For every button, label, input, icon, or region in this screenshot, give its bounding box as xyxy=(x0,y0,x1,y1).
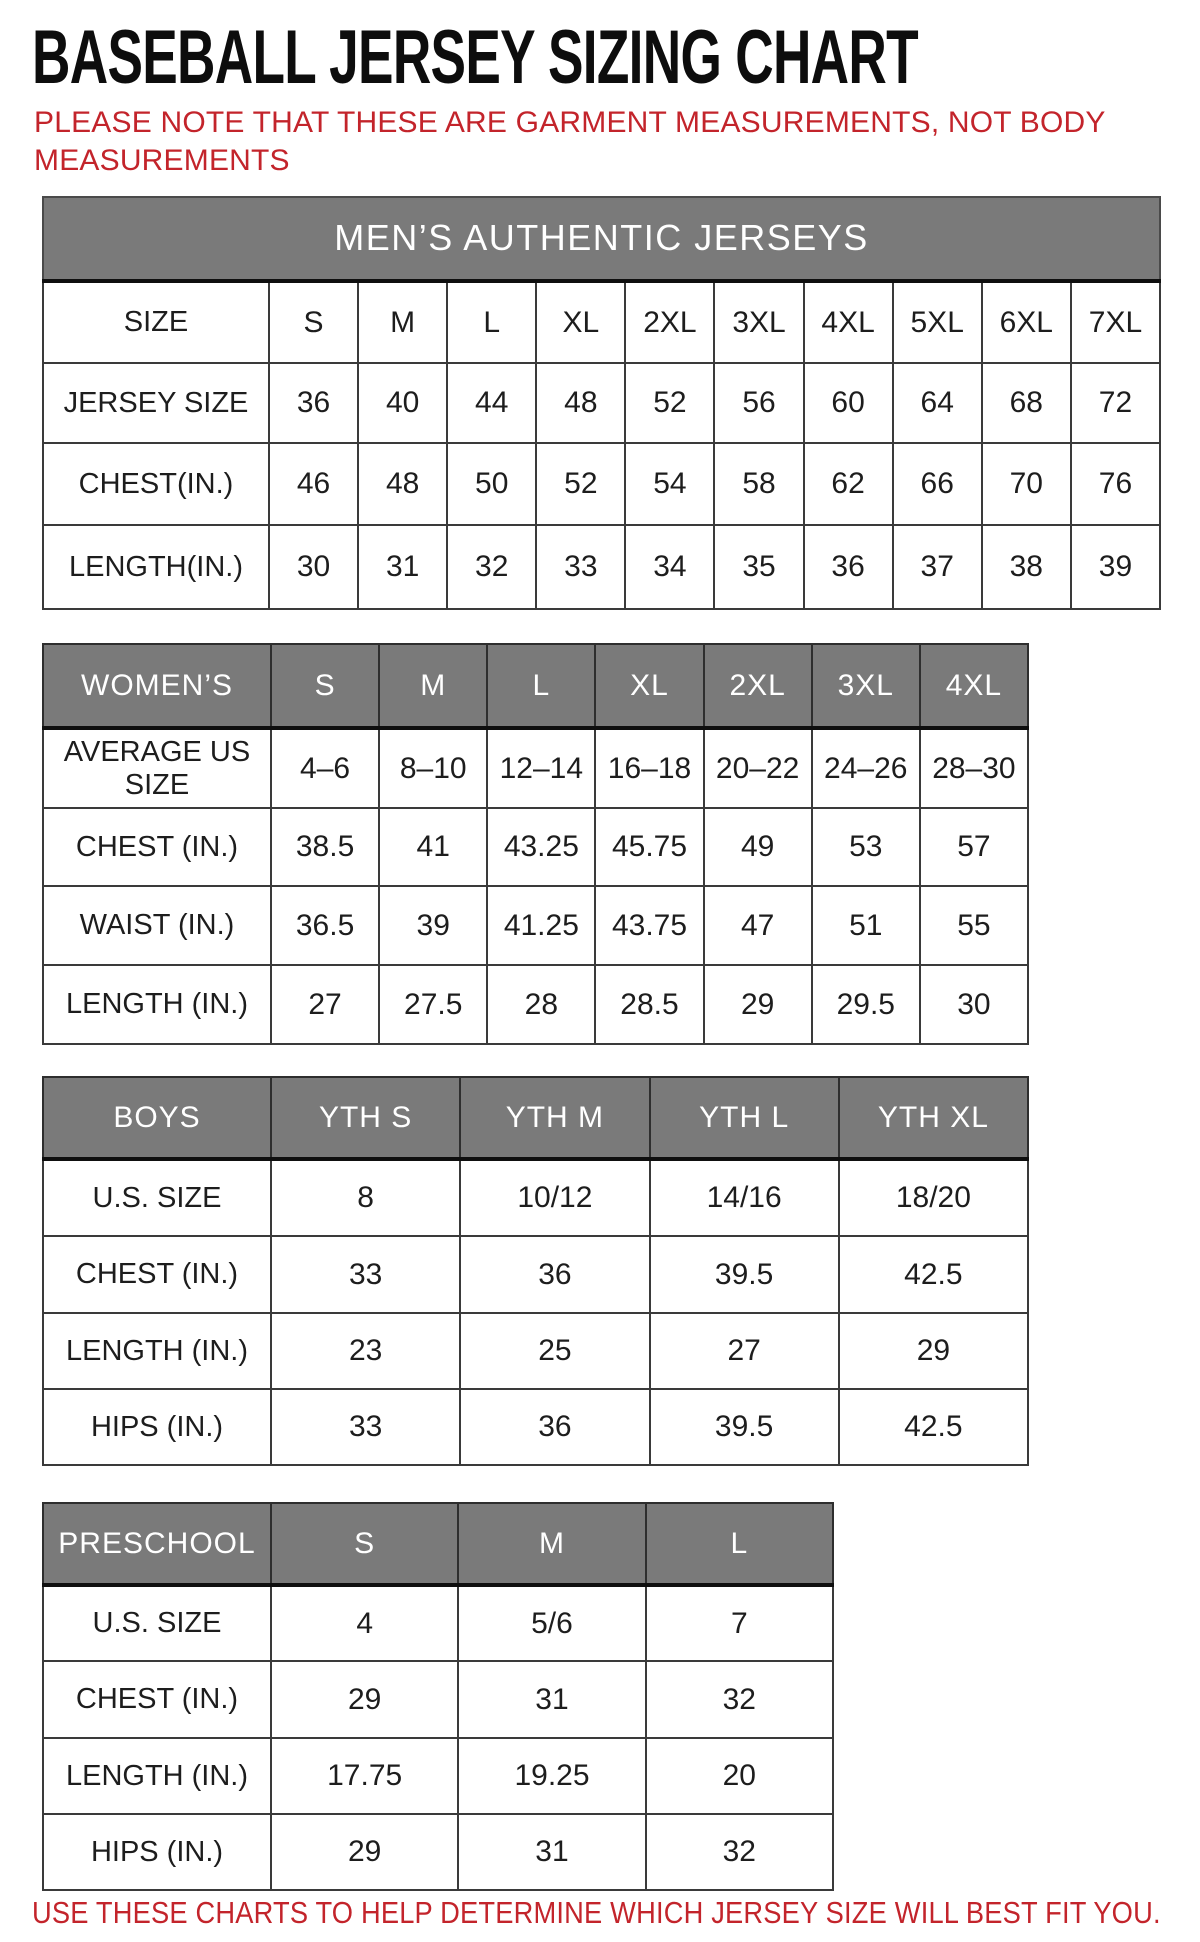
data-cell: 51 xyxy=(812,886,920,965)
data-cell: S xyxy=(269,281,358,363)
row-label-cell: CHEST (IN.) xyxy=(43,1661,271,1738)
table-row xyxy=(43,525,1160,609)
row-label-cell: U.S. SIZE xyxy=(43,1585,271,1661)
data-cell: 44 xyxy=(447,363,536,443)
column-header-cell: S xyxy=(271,644,379,728)
data-cell: 12–14 xyxy=(487,728,595,808)
data-cell: 54 xyxy=(625,443,714,525)
data-cell: M xyxy=(358,281,447,363)
table-row xyxy=(43,1389,1028,1465)
page-title: BASEBALL JERSEY SIZING CHART xyxy=(32,15,918,100)
data-cell: 8 xyxy=(271,1159,460,1236)
data-cell: 36 xyxy=(804,525,893,609)
column-header-cell: YTH M xyxy=(460,1077,649,1159)
data-cell: 16–18 xyxy=(595,728,703,808)
column-header-cell: S xyxy=(271,1503,458,1585)
data-cell: 8–10 xyxy=(379,728,487,808)
data-cell: 32 xyxy=(646,1661,833,1738)
table-row xyxy=(43,886,1028,965)
data-cell: 48 xyxy=(536,363,625,443)
data-cell: 29.5 xyxy=(812,965,920,1044)
data-cell: 43.75 xyxy=(595,886,703,965)
data-cell: 2XL xyxy=(625,281,714,363)
data-cell: 30 xyxy=(920,965,1028,1044)
column-header-cell: 2XL xyxy=(704,644,812,728)
data-cell: 25 xyxy=(460,1313,649,1389)
table-row xyxy=(43,1313,1028,1389)
data-cell: 36 xyxy=(460,1389,649,1465)
data-cell: 36.5 xyxy=(271,886,379,965)
table-row xyxy=(43,1159,1028,1236)
data-cell: 42.5 xyxy=(839,1236,1028,1313)
data-cell: 36 xyxy=(460,1236,649,1313)
row-label-cell: AVERAGE US SIZE xyxy=(43,728,271,808)
data-cell: 32 xyxy=(447,525,536,609)
data-cell: 29 xyxy=(839,1313,1028,1389)
data-cell: 37 xyxy=(893,525,982,609)
row-label-cell: LENGTH (IN.) xyxy=(43,1738,271,1814)
data-cell: 27.5 xyxy=(379,965,487,1044)
data-cell: 35 xyxy=(714,525,803,609)
data-cell: 68 xyxy=(982,363,1071,443)
column-header-cell: 4XL xyxy=(920,644,1028,728)
data-cell: 17.75 xyxy=(271,1738,458,1814)
table-title-cell: WOMEN’S xyxy=(43,644,271,728)
data-cell: 40 xyxy=(358,363,447,443)
column-header-cell: YTH L xyxy=(650,1077,839,1159)
data-cell: 39.5 xyxy=(650,1236,839,1313)
table-row xyxy=(43,808,1028,886)
data-cell: 45.75 xyxy=(595,808,703,886)
data-cell: 33 xyxy=(271,1236,460,1313)
column-header-cell: M xyxy=(379,644,487,728)
data-cell: 28.5 xyxy=(595,965,703,1044)
row-label-cell: HIPS (IN.) xyxy=(43,1814,271,1890)
data-cell: 43.25 xyxy=(487,808,595,886)
data-cell: 60 xyxy=(804,363,893,443)
data-cell: 52 xyxy=(625,363,714,443)
data-cell: L xyxy=(447,281,536,363)
table-banner: MEN’S AUTHENTIC JERSEYS xyxy=(43,197,1160,281)
data-cell: 39.5 xyxy=(650,1389,839,1465)
data-cell: 28 xyxy=(487,965,595,1044)
data-cell: 29 xyxy=(271,1661,458,1738)
row-label-cell: WAIST (IN.) xyxy=(43,886,271,965)
row-label-cell: LENGTH(IN.) xyxy=(43,525,269,609)
table-preschool xyxy=(42,1502,834,1891)
table-row xyxy=(43,1738,833,1814)
data-cell: 27 xyxy=(271,965,379,1044)
table-row xyxy=(43,965,1028,1044)
data-cell: 58 xyxy=(714,443,803,525)
data-cell: 48 xyxy=(358,443,447,525)
data-cell: 33 xyxy=(536,525,625,609)
data-cell: 66 xyxy=(893,443,982,525)
data-cell: 47 xyxy=(704,886,812,965)
column-header-cell: YTH XL xyxy=(839,1077,1028,1159)
data-cell: 52 xyxy=(536,443,625,525)
data-cell: 5XL xyxy=(893,281,982,363)
row-label-cell: HIPS (IN.) xyxy=(43,1389,271,1465)
data-cell: 39 xyxy=(379,886,487,965)
row-label-cell: CHEST(IN.) xyxy=(43,443,269,525)
data-cell: 76 xyxy=(1071,443,1160,525)
data-cell: 57 xyxy=(920,808,1028,886)
column-header-cell: M xyxy=(458,1503,645,1585)
data-cell: 31 xyxy=(458,1661,645,1738)
data-cell: XL xyxy=(536,281,625,363)
data-cell: 19.25 xyxy=(458,1738,645,1814)
table-row xyxy=(43,363,1160,443)
column-header-cell: 3XL xyxy=(812,644,920,728)
table-title-cell: BOYS xyxy=(43,1077,271,1159)
table-row xyxy=(43,1661,833,1738)
row-label-cell: JERSEY SIZE xyxy=(43,363,269,443)
table-row xyxy=(43,443,1160,525)
data-cell: 31 xyxy=(358,525,447,609)
column-header-cell: L xyxy=(646,1503,833,1585)
data-cell: 46 xyxy=(269,443,358,525)
data-cell: 14/16 xyxy=(650,1159,839,1236)
data-cell: 38.5 xyxy=(271,808,379,886)
data-cell: 41 xyxy=(379,808,487,886)
row-label-cell: SIZE xyxy=(43,281,269,363)
garment-measurements-note: PLEASE NOTE THAT THESE ARE GARMENT MEASUREMENTS, NOT BODY MEASUREMENTS xyxy=(34,106,1106,178)
table-row xyxy=(43,1814,833,1890)
data-cell: 6XL xyxy=(982,281,1071,363)
data-cell: 72 xyxy=(1071,363,1160,443)
data-cell: 50 xyxy=(447,443,536,525)
data-cell: 42.5 xyxy=(839,1389,1028,1465)
data-cell: 34 xyxy=(625,525,714,609)
data-cell: 32 xyxy=(646,1814,833,1890)
data-cell: 31 xyxy=(458,1814,645,1890)
data-cell: 33 xyxy=(271,1389,460,1465)
table-row xyxy=(43,1585,833,1661)
row-label-cell: LENGTH (IN.) xyxy=(43,1313,271,1389)
data-cell: 10/12 xyxy=(460,1159,649,1236)
data-cell: 4–6 xyxy=(271,728,379,808)
data-cell: 7 xyxy=(646,1585,833,1661)
table-title-cell: PRESCHOOL xyxy=(43,1503,271,1585)
row-label-cell: CHEST (IN.) xyxy=(43,808,271,886)
data-cell: 62 xyxy=(804,443,893,525)
data-cell: 41.25 xyxy=(487,886,595,965)
data-cell: 24–26 xyxy=(812,728,920,808)
data-cell: 20 xyxy=(646,1738,833,1814)
data-cell: 4 xyxy=(271,1585,458,1661)
column-header-cell: L xyxy=(487,644,595,728)
data-cell: 4XL xyxy=(804,281,893,363)
column-header-cell: YTH S xyxy=(271,1077,460,1159)
data-cell: 27 xyxy=(650,1313,839,1389)
data-cell: 49 xyxy=(704,808,812,886)
table-womens xyxy=(42,643,1029,1045)
data-cell: 28–30 xyxy=(920,728,1028,808)
data-cell: 30 xyxy=(269,525,358,609)
data-cell: 29 xyxy=(271,1814,458,1890)
footer-note: USE THESE CHARTS TO HELP DETERMINE WHICH JERSEY SIZE WILL BEST FIT YOU. xyxy=(32,1895,1161,1930)
table-boys xyxy=(42,1076,1029,1466)
data-cell: 18/20 xyxy=(839,1159,1028,1236)
data-cell: 56 xyxy=(714,363,803,443)
data-cell: 7XL xyxy=(1071,281,1160,363)
data-cell: 3XL xyxy=(714,281,803,363)
table-row xyxy=(43,1236,1028,1313)
data-cell: 70 xyxy=(982,443,1071,525)
data-cell: 38 xyxy=(982,525,1071,609)
table-row xyxy=(43,281,1160,363)
data-cell: 53 xyxy=(812,808,920,886)
data-cell: 64 xyxy=(893,363,982,443)
row-label-cell: CHEST (IN.) xyxy=(43,1236,271,1313)
data-cell: 55 xyxy=(920,886,1028,965)
column-header-cell: XL xyxy=(595,644,703,728)
table-row xyxy=(43,728,1028,808)
table-mens xyxy=(42,196,1161,610)
row-label-cell: U.S. SIZE xyxy=(43,1159,271,1236)
data-cell: 20–22 xyxy=(704,728,812,808)
data-cell: 36 xyxy=(269,363,358,443)
row-label-cell: LENGTH (IN.) xyxy=(43,965,271,1044)
data-cell: 29 xyxy=(704,965,812,1044)
data-cell: 23 xyxy=(271,1313,460,1389)
data-cell: 5/6 xyxy=(458,1585,645,1661)
data-cell: 39 xyxy=(1071,525,1160,609)
